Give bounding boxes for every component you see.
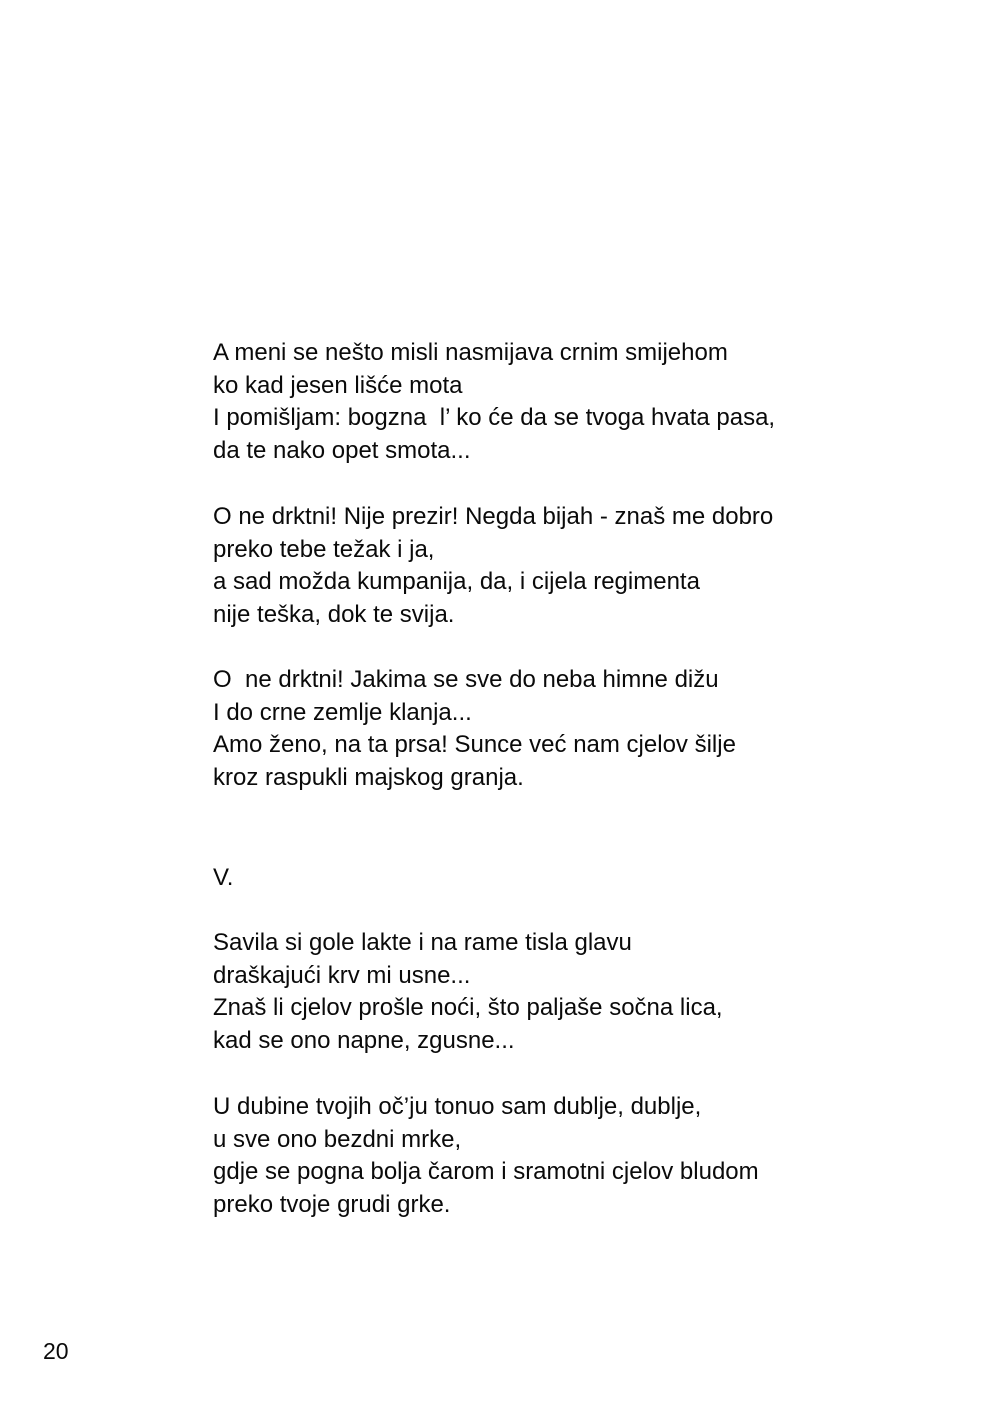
stanza-5	[213, 1091, 759, 1221]
verse-line: O ne drktni! Jakima se sve do neba himne dižu	[213, 666, 719, 693]
verse-line: U dubine tvojih oč’ju tonuo sam dublje, dublje,	[213, 1093, 702, 1120]
verse-line: gdje se pogna bolja čarom i sramotni cjelov bludom	[213, 1158, 759, 1185]
verse-line: a sad možda kumpanija, da, i cijela regimenta	[213, 568, 700, 595]
verse-line: O ne drktni! Nije prezir! Negda bijah - znaš me dobro	[213, 503, 774, 530]
verse-line: draškajući krv mi usne...	[213, 961, 471, 989]
verse-line: u sve ono bezdni mrke,	[213, 1125, 462, 1153]
verse-line: I do crne zemlje klanja...	[213, 698, 472, 726]
verse-line: nije teška, dok te svija.	[213, 600, 455, 628]
verse-line: ko kad jesen lišće mota	[213, 371, 463, 399]
verse-line: Znaš li cjelov prošle noći, što paljaše sočna lica,	[213, 994, 723, 1021]
stanza-3	[213, 664, 736, 794]
section-heading: V.	[213, 864, 234, 891]
verse-line: A meni se nešto misli nasmijava crnim smijehom	[213, 339, 728, 366]
verse-line: Amo ženo, na ta prsa! Sunce već nam cjelov šilje	[213, 731, 736, 758]
stanza-4	[213, 927, 723, 1057]
verse-line: da te nako opet smota...	[213, 436, 471, 464]
stanza-2	[213, 501, 773, 631]
stanza-1	[213, 337, 775, 467]
page-number: 20	[43, 1338, 69, 1364]
verse-line: kad se ono napne, zgusne...	[213, 1026, 515, 1054]
verse-line: Savila si gole lakte i na rame tisla glavu	[213, 929, 632, 956]
verse-line: kroz raspukli majskog granja.	[213, 763, 524, 791]
verse-line: preko tebe težak i ja,	[213, 535, 435, 563]
verse-line: I pomišljam: bogzna l’ ko će da se tvoga hvata pasa,	[213, 404, 776, 431]
verse-line: preko tvoje grudi grke.	[213, 1190, 451, 1218]
